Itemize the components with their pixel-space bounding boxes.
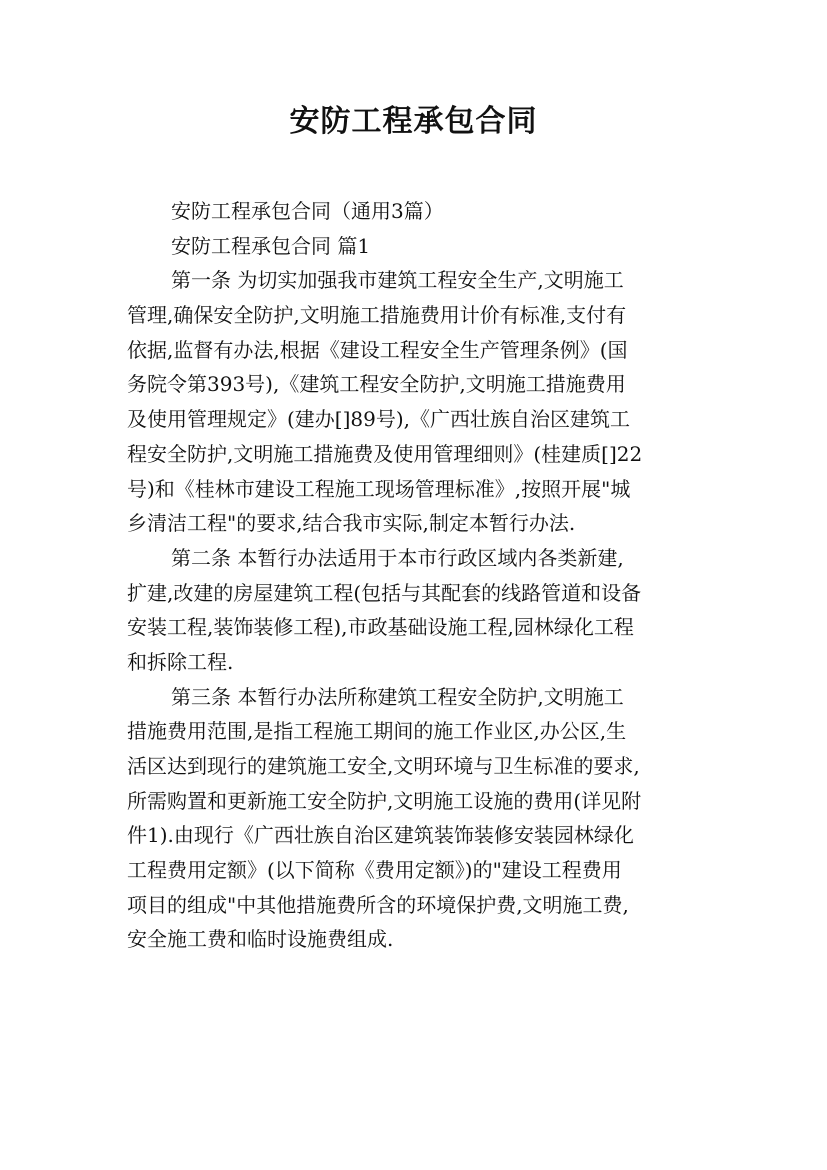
paragraph-article-2 (127, 541, 703, 680)
paragraph-line: 管理,确保安全防护,文明施工措施费用计价有标准,支付有 (127, 303, 627, 328)
paragraph-line: 活区达到现行的建筑施工安全,文明环境与卫生标准的要求, (127, 754, 640, 778)
paragraph-line: 程安全防护,文明施工措施费及使用管理细则》(桂建质[]22 (127, 441, 643, 466)
section-heading: 安防工程承包合同 篇1 (171, 233, 371, 258)
paragraph-article-1 (127, 263, 703, 541)
paragraph-line: 和拆除工程. (127, 649, 234, 674)
paragraph-line: 依据,监督有办法,根据《建设工程安全生产管理条例》(国 (127, 337, 628, 362)
paragraph-line: 扩建,改建的房屋建筑工程(包括与其配套的线路管道和设备 (127, 580, 642, 605)
paragraph-article-3 (127, 680, 703, 958)
paragraph-line: 所需购置和更新施工安全防护,文明施工设施的费用(详见附 (127, 788, 642, 813)
paragraph-line: 项目的组成"中其他措施费所含的环境保护费,文明施工费, (127, 892, 629, 917)
paragraph-line: 第二条 本暂行办法适用于本市行政区域内各类新建, (171, 545, 624, 570)
paragraph-line: 第一条 为切实加强我市建筑工程安全生产,文明施工 (171, 268, 624, 293)
paragraph-line: 工程费用定额》(以下简称《费用定额》)的"建设工程费用 (127, 858, 622, 883)
document-title: 安防工程承包合同 (289, 104, 538, 139)
paragraph-line: 安装工程,装饰装修工程),市政基础设施工程,园林绿化工程 (127, 615, 634, 640)
paragraph-line: 第三条 本暂行办法所称建筑工程安全防护,文明施工 (171, 684, 624, 709)
paragraph-line: 及使用管理规定》(建办[]89号),《广西壮族自治区建筑工 (127, 407, 631, 432)
document-subtitle: 安防工程承包合同（通用3篇） (171, 199, 444, 223)
paragraph-line: 乡清洁工程"的要求,结合我市实际,制定本暂行办法. (127, 511, 576, 536)
paragraph-line: 安全施工费和临时设施费组成. (127, 927, 394, 952)
paragraph-line: 件1).由现行《广西壮族自治区建筑装饰装修安装园林绿化 (127, 823, 634, 848)
paragraph-line: 号)和《桂林市建设工程施工现场管理标准》,按照开展"城 (127, 476, 631, 501)
document-body (127, 194, 703, 957)
paragraph-line: 务院令第393号),《建筑工程安全防护,文明施工措施费用 (127, 372, 626, 397)
paragraph-line: 措施费用范围,是指工程施工期间的施工作业区,办公区,生 (127, 719, 627, 744)
